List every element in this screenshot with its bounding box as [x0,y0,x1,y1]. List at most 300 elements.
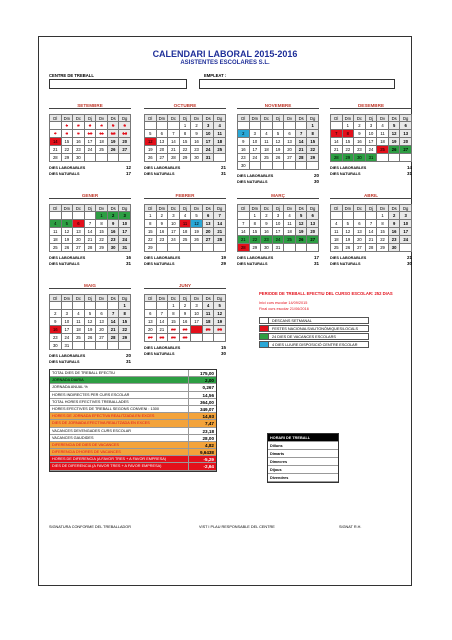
day-cell[interactable]: 14 [157,318,169,326]
day-cell[interactable]: 14 [168,138,180,146]
day-cell[interactable]: 13 [96,318,108,326]
day-cell[interactable]: 15 [96,228,108,236]
day-cell[interactable]: 11 [214,130,226,138]
day-cell[interactable]: 5 [108,122,120,130]
day-cell[interactable]: 12 [214,310,226,318]
day-cell[interactable]: 26 [343,244,355,252]
day-cell[interactable]: 29 [377,244,389,252]
day-cell[interactable]: 15 [343,138,355,146]
day-cell[interactable]: 21 [168,146,180,154]
day-cell[interactable]: 17 [250,146,262,154]
day-cell[interactable]: 18 [180,228,192,236]
day-cell[interactable]: 4 [203,302,215,310]
day-cell[interactable]: 15 [307,138,319,146]
day-cell[interactable]: 20 [119,138,131,146]
day-cell[interactable]: 20 [157,146,169,154]
day-cell[interactable]: 2 [191,122,203,130]
day-cell[interactable]: 7 [366,220,378,228]
day-cell[interactable]: 22 [119,326,131,334]
day-cell[interactable]: 10 [62,318,74,326]
day-cell[interactable]: 2 [108,212,120,220]
day-cell[interactable]: 7 [157,310,169,318]
day-cell[interactable]: 28 [296,154,308,162]
day-cell[interactable]: 8 [180,130,192,138]
day-cell[interactable]: 23 [108,236,120,244]
day-cell[interactable]: 5 [191,212,203,220]
day-cell[interactable]: 12 [108,130,120,138]
day-cell[interactable]: 9 [180,310,192,318]
day-cell[interactable]: 13 [354,228,366,236]
day-cell[interactable]: 4 [73,310,85,318]
day-cell[interactable]: 29 [119,334,131,342]
day-cell[interactable]: 8 [307,130,319,138]
day-cell[interactable]: 9 [389,220,401,228]
day-cell[interactable]: 22 [250,236,262,244]
day-cell[interactable]: 20 [307,228,319,236]
day-cell[interactable]: 24 [119,236,131,244]
day-cell[interactable]: 5 [85,310,97,318]
day-cell[interactable]: 8 [119,310,131,318]
day-cell[interactable]: 6 [203,212,215,220]
day-cell[interactable]: 17 [273,228,285,236]
day-cell[interactable]: 1 [343,122,355,130]
day-cell[interactable]: 3 [85,122,97,130]
day-cell[interactable]: 23 [50,334,62,342]
day-cell[interactable]: 13 [284,138,296,146]
day-cell[interactable]: 30 [389,244,401,252]
day-cell[interactable]: 6 [284,130,296,138]
day-cell[interactable]: 14 [331,138,343,146]
day-cell[interactable]: 18 [331,236,343,244]
day-cell[interactable]: 27 [73,244,85,252]
day-cell[interactable]: 11 [284,220,296,228]
day-cell[interactable]: 28 [85,244,97,252]
day-cell[interactable]: 30 [261,244,273,252]
day-cell[interactable]: 9 [191,130,203,138]
day-cell[interactable]: 24 [203,146,215,154]
day-cell[interactable]: 7 [296,130,308,138]
day-cell[interactable]: 22 [168,326,180,334]
day-cell[interactable]: 7 [331,130,343,138]
centre-field[interactable] [49,79,187,89]
day-cell[interactable]: 31 [62,342,74,350]
day-cell[interactable]: 20 [203,228,215,236]
day-cell[interactable]: 25 [73,334,85,342]
day-cell[interactable]: 12 [389,130,401,138]
day-cell[interactable]: 12 [62,228,74,236]
day-cell[interactable]: 31 [119,244,131,252]
day-cell[interactable]: 11 [331,228,343,236]
day-cell[interactable]: 8 [145,220,157,228]
day-cell[interactable]: 30 [180,334,192,342]
day-cell[interactable]: 10 [400,220,412,228]
day-cell[interactable]: 23 [73,146,85,154]
day-cell[interactable]: 4 [50,220,62,228]
day-cell[interactable]: 27 [145,334,157,342]
day-cell[interactable]: 28 [238,244,250,252]
day-cell[interactable]: 17 [119,228,131,236]
day-cell[interactable]: 7 [85,220,97,228]
day-cell[interactable]: 3 [168,212,180,220]
day-cell[interactable]: 3 [400,212,412,220]
day-cell[interactable]: 5 [389,122,401,130]
day-cell[interactable]: 25 [284,236,296,244]
day-cell[interactable]: 12 [296,220,308,228]
day-cell[interactable]: 9 [261,220,273,228]
day-cell[interactable]: 11 [180,220,192,228]
day-cell[interactable]: 30 [73,154,85,162]
day-cell[interactable]: 18 [377,138,389,146]
day-cell[interactable]: 21 [238,236,250,244]
day-cell[interactable]: 18 [96,138,108,146]
day-cell[interactable]: 29 [168,334,180,342]
day-cell[interactable]: 21 [214,228,226,236]
day-cell[interactable]: 19 [389,138,401,146]
day-cell[interactable]: 29 [62,154,74,162]
day-cell[interactable]: 7 [108,310,120,318]
day-cell[interactable]: 28 [214,236,226,244]
day-cell[interactable]: 4 [96,122,108,130]
day-cell[interactable]: 11 [203,310,215,318]
day-cell[interactable]: 31 [273,244,285,252]
day-cell[interactable]: 2 [180,302,192,310]
day-cell[interactable]: 29 [145,244,157,252]
day-cell[interactable]: 13 [119,130,131,138]
day-cell[interactable]: 16 [389,228,401,236]
day-cell[interactable]: 7 [168,130,180,138]
day-cell[interactable]: 3 [203,122,215,130]
day-cell[interactable]: 6 [400,122,412,130]
day-cell[interactable]: 1 [168,302,180,310]
day-cell[interactable]: 13 [145,318,157,326]
day-cell[interactable]: 17 [85,138,97,146]
day-cell[interactable]: 29 [307,154,319,162]
day-cell[interactable]: 15 [180,138,192,146]
day-cell[interactable]: 22 [307,146,319,154]
day-cell[interactable]: 19 [343,236,355,244]
day-cell[interactable]: 29 [180,154,192,162]
day-cell[interactable]: 4 [180,212,192,220]
day-cell[interactable]: 29 [96,244,108,252]
day-cell[interactable]: 1 [377,212,389,220]
day-cell[interactable]: 1 [62,122,74,130]
day-cell[interactable]: 12 [85,318,97,326]
day-cell[interactable]: 20 [354,236,366,244]
day-cell[interactable]: 23 [157,236,169,244]
day-cell[interactable]: 28 [331,154,343,162]
day-cell[interactable]: 24 [85,146,97,154]
day-cell[interactable]: 26 [145,154,157,162]
day-cell[interactable]: 4 [261,130,273,138]
day-cell[interactable]: 17 [62,326,74,334]
day-cell[interactable]: 4 [377,122,389,130]
day-cell[interactable]: 25 [261,154,273,162]
day-cell[interactable]: 11 [261,138,273,146]
day-cell[interactable]: 10 [168,220,180,228]
day-cell[interactable]: 14 [214,220,226,228]
day-cell[interactable]: 17 [168,228,180,236]
day-cell[interactable]: 21 [50,146,62,154]
day-cell[interactable]: 30 [50,342,62,350]
day-cell[interactable]: 21 [296,146,308,154]
day-cell[interactable]: 7 [214,212,226,220]
day-cell[interactable]: 3 [250,130,262,138]
day-cell[interactable]: 9 [354,130,366,138]
day-cell[interactable]: 2 [157,212,169,220]
day-cell[interactable]: 26 [296,236,308,244]
day-cell[interactable]: 17 [191,318,203,326]
day-cell[interactable]: 6 [354,220,366,228]
day-cell[interactable]: 12 [145,138,157,146]
day-cell[interactable]: 25 [214,146,226,154]
day-cell[interactable]: 27 [284,154,296,162]
day-cell[interactable]: 27 [354,244,366,252]
day-cell[interactable]: 8 [250,220,262,228]
day-cell[interactable]: 18 [284,228,296,236]
day-cell[interactable]: 28 [157,334,169,342]
day-cell[interactable]: 18 [214,138,226,146]
day-cell[interactable]: 3 [119,212,131,220]
day-cell[interactable]: 13 [73,228,85,236]
day-cell[interactable]: 24 [366,146,378,154]
day-cell[interactable]: 28 [108,334,120,342]
day-cell[interactable]: 9 [238,138,250,146]
day-cell[interactable]: 14 [238,228,250,236]
day-cell[interactable]: 8 [96,220,108,228]
day-cell[interactable]: 25 [50,244,62,252]
day-cell[interactable]: 16 [108,228,120,236]
day-cell[interactable]: 1 [250,212,262,220]
day-cell[interactable]: 30 [238,162,250,170]
day-cell[interactable]: 19 [191,228,203,236]
day-cell[interactable]: 16 [50,326,62,334]
day-cell[interactable]: 16 [73,138,85,146]
day-cell[interactable]: 6 [96,310,108,318]
day-cell[interactable]: 26 [389,146,401,154]
day-cell[interactable]: 26 [214,326,226,334]
day-cell[interactable]: 13 [400,130,412,138]
day-cell[interactable]: 26 [191,236,203,244]
day-cell[interactable]: 10 [250,138,262,146]
day-cell[interactable]: 2 [73,122,85,130]
day-cell[interactable]: 27 [157,154,169,162]
day-cell[interactable]: 1 [180,122,192,130]
day-cell[interactable]: 15 [119,318,131,326]
day-cell[interactable]: 28 [168,154,180,162]
day-cell[interactable]: 16 [354,138,366,146]
day-cell[interactable]: 6 [157,130,169,138]
day-cell[interactable]: 22 [62,146,74,154]
day-cell[interactable]: 2 [238,130,250,138]
day-cell[interactable]: 1 [119,302,131,310]
day-cell[interactable]: 6 [307,212,319,220]
day-cell[interactable]: 19 [296,228,308,236]
day-cell[interactable]: 20 [96,326,108,334]
day-cell[interactable]: 29 [343,154,355,162]
day-cell[interactable]: 26 [85,334,97,342]
day-cell[interactable]: 10 [85,130,97,138]
day-cell[interactable]: 9 [50,318,62,326]
day-cell[interactable]: 27 [119,146,131,154]
day-cell[interactable]: 18 [261,146,273,154]
day-cell[interactable]: 3 [62,310,74,318]
day-cell[interactable]: 19 [214,318,226,326]
day-cell[interactable]: 27 [307,236,319,244]
day-cell[interactable]: 23 [389,236,401,244]
day-cell[interactable]: 13 [307,220,319,228]
day-cell[interactable]: 9 [108,220,120,228]
day-cell[interactable]: 4 [284,212,296,220]
day-cell[interactable]: 20 [400,138,412,146]
day-cell[interactable]: 14 [296,138,308,146]
day-cell[interactable]: 13 [157,138,169,146]
day-cell[interactable]: 11 [377,130,389,138]
day-cell[interactable]: 9 [73,130,85,138]
day-cell[interactable]: 16 [238,146,250,154]
day-cell[interactable]: 2 [50,310,62,318]
day-cell[interactable]: 22 [343,146,355,154]
day-cell[interactable]: 7 [238,220,250,228]
empleat-field[interactable] [199,79,395,89]
day-cell[interactable]: 1 [307,122,319,130]
day-cell[interactable]: 21 [85,236,97,244]
day-cell[interactable]: 24 [400,236,412,244]
day-cell[interactable]: 27 [203,236,215,244]
day-cell[interactable]: 24 [62,334,74,342]
day-cell[interactable]: 21 [331,146,343,154]
day-cell[interactable]: 16 [180,318,192,326]
day-cell[interactable]: 22 [96,236,108,244]
day-cell[interactable]: 19 [273,146,285,154]
day-cell[interactable]: 24 [168,236,180,244]
day-cell[interactable]: 14 [366,228,378,236]
day-cell[interactable]: 15 [145,228,157,236]
day-cell[interactable]: 17 [400,228,412,236]
day-cell[interactable]: 25 [377,146,389,154]
day-cell[interactable]: 27 [96,334,108,342]
day-cell[interactable]: 3 [366,122,378,130]
day-cell[interactable]: 30 [108,244,120,252]
day-cell[interactable]: 27 [400,146,412,154]
day-cell[interactable]: 31 [366,154,378,162]
day-cell[interactable]: 3 [191,302,203,310]
day-cell[interactable]: 7 [50,130,62,138]
day-cell[interactable]: 2 [389,212,401,220]
day-cell[interactable]: 30 [354,154,366,162]
day-cell[interactable]: 14 [50,138,62,146]
day-cell[interactable]: 15 [168,318,180,326]
day-cell[interactable]: 23 [238,154,250,162]
day-cell[interactable]: 12 [191,220,203,228]
day-cell[interactable]: 16 [157,228,169,236]
day-cell[interactable]: 18 [50,236,62,244]
day-cell[interactable]: 19 [85,326,97,334]
day-cell[interactable]: 5 [62,220,74,228]
day-cell[interactable]: 25 [96,146,108,154]
day-cell[interactable]: 29 [250,244,262,252]
day-cell[interactable]: 17 [366,138,378,146]
day-cell[interactable]: 19 [62,236,74,244]
day-cell[interactable]: 10 [119,220,131,228]
day-cell[interactable]: 16 [191,138,203,146]
day-cell[interactable]: 15 [250,228,262,236]
day-cell[interactable]: 11 [96,130,108,138]
day-cell[interactable]: 21 [157,326,169,334]
day-cell[interactable]: 18 [73,326,85,334]
day-cell[interactable]: 20 [145,326,157,334]
day-cell[interactable]: 24 [191,326,203,334]
day-cell[interactable]: 30 [191,154,203,162]
day-cell[interactable]: 6 [119,122,131,130]
day-cell[interactable]: 10 [203,130,215,138]
day-cell[interactable]: 4 [331,220,343,228]
day-cell[interactable]: 18 [203,318,215,326]
day-cell[interactable]: 20 [284,146,296,154]
day-cell[interactable]: 11 [50,228,62,236]
day-cell[interactable]: 23 [191,146,203,154]
day-cell[interactable]: 5 [273,130,285,138]
day-cell[interactable]: 23 [261,236,273,244]
day-cell[interactable]: 22 [145,236,157,244]
day-cell[interactable]: 1 [96,212,108,220]
day-cell[interactable]: 15 [62,138,74,146]
day-cell[interactable]: 2 [261,212,273,220]
day-cell[interactable]: 6 [73,220,85,228]
day-cell[interactable]: 11 [73,318,85,326]
day-cell[interactable]: 24 [273,236,285,244]
day-cell[interactable]: 8 [377,220,389,228]
day-cell[interactable]: 25 [331,244,343,252]
day-cell[interactable]: 20 [73,236,85,244]
day-cell[interactable]: 28 [366,244,378,252]
day-cell[interactable]: 13 [203,220,215,228]
day-cell[interactable]: 5 [343,220,355,228]
day-cell[interactable]: 16 [261,228,273,236]
day-cell[interactable]: 8 [62,130,74,138]
day-cell[interactable]: 4 [214,122,226,130]
day-cell[interactable]: 24 [250,154,262,162]
day-cell[interactable]: 5 [214,302,226,310]
day-cell[interactable]: 25 [203,326,215,334]
day-cell[interactable]: 26 [273,154,285,162]
day-cell[interactable]: 3 [273,212,285,220]
day-cell[interactable]: 6 [145,310,157,318]
day-cell[interactable]: 31 [203,154,215,162]
day-cell[interactable]: 8 [343,130,355,138]
day-cell[interactable]: 17 [203,138,215,146]
day-cell[interactable]: 19 [145,146,157,154]
day-cell[interactable]: 8 [168,310,180,318]
day-cell[interactable]: 10 [191,310,203,318]
day-cell[interactable]: 9 [157,220,169,228]
day-cell[interactable]: 15 [377,228,389,236]
day-cell[interactable]: 28 [50,154,62,162]
day-cell[interactable]: 10 [366,130,378,138]
day-cell[interactable]: 23 [354,146,366,154]
day-cell[interactable]: 22 [180,146,192,154]
day-cell[interactable]: 21 [108,326,120,334]
day-cell[interactable]: 2 [354,122,366,130]
day-cell[interactable]: 10 [273,220,285,228]
day-cell[interactable]: 1 [145,212,157,220]
day-cell[interactable]: 5 [145,130,157,138]
day-cell[interactable]: 25 [180,236,192,244]
day-cell[interactable]: 12 [273,138,285,146]
day-cell[interactable]: 12 [343,228,355,236]
day-cell[interactable]: 22 [377,236,389,244]
day-cell[interactable]: 23 [180,326,192,334]
day-cell[interactable]: 5 [296,212,308,220]
